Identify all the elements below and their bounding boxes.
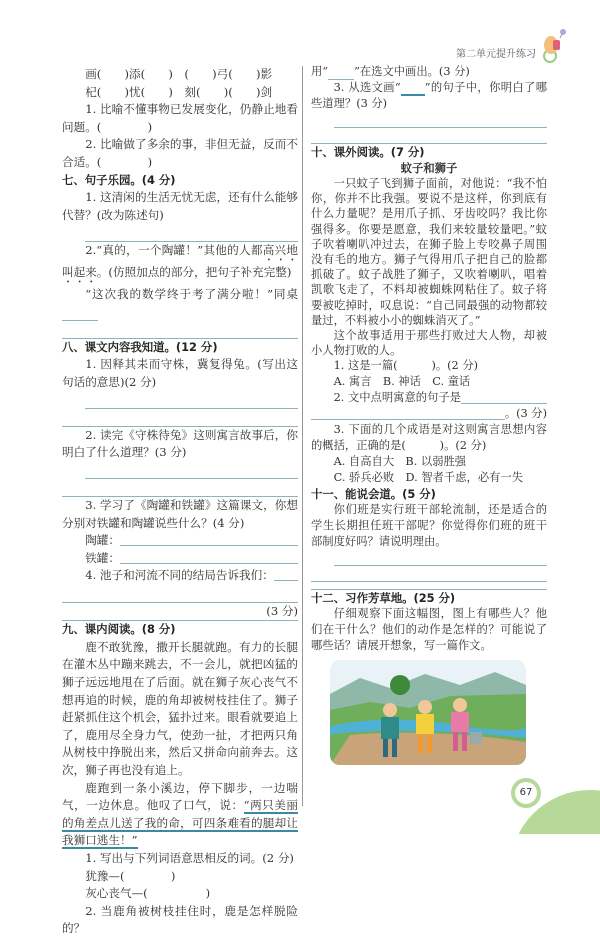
answer-line[interactable] <box>334 112 547 128</box>
passage-9-paragraph-2 <box>62 780 298 850</box>
section-8-heading: 八、课文内容我知道。(12 分) <box>62 339 218 354</box>
question-7-2 <box>62 242 298 286</box>
iron-label: 铁罐： <box>85 550 120 565</box>
answer-line[interactable] <box>85 392 298 410</box>
right-column <box>311 64 547 765</box>
children-planting-illustration <box>330 660 526 765</box>
q7-2-instruction: 。(仿照加点的部分，把句子补充完整) <box>96 264 292 279</box>
question-9-3 <box>311 80 547 112</box>
question-8-3: 3. 学习了《陶罐和铁罐》这篇课文，你想分别对铁罐和陶罐说些什么？(4 分) <box>62 498 298 530</box>
q7-2-prompt-text: “这次我的数学终于考了满分啦！”同桌 <box>85 286 298 301</box>
question-6-1: 1. 比喻不懂事物已发展变化，仍静止地看问题。( ) <box>62 102 298 134</box>
story-paragraph-1: 一只蚊子飞到狮子面前，对他说：“我不怕你，你并不比我强。要说不是这样，你到底有什么力量呢？是用爪子抓、牙齿咬吗？我比你强得多。你要是愿意，我们来较量较量吧。”蚊子吹着喇叭冲过去，在狮子脸上专咬鼻子周围没有毛的地方。狮子气得用爪子把自己的脸都抓破了。蚊子战胜了狮子，又吹着喇叭，唱着凯歌飞走了，不料却被蜘蛛网粘住了。蚊子将要被吃掉时，叹息说：“自己同最强的动物都较量过，不料被小小的蜘蛛消灭了。” <box>311 177 547 327</box>
story-paragraph-2: 这个故事适用于那些打败过大人物，却被小人物打败的人。 <box>311 329 547 358</box>
question-8-1: 1. 因释其耒而守株，冀复得兔。(写出这句话的意思)(2 分) <box>62 357 298 389</box>
section-10-heading: 十、课外阅读。(7 分) <box>311 145 425 159</box>
answer-line[interactable] <box>85 462 298 480</box>
text: ”在选文中画出。(3 分) <box>354 65 470 78</box>
dotted-phrase: 高兴地叫起来 <box>62 242 298 279</box>
question-10-1: 1. 这是一篇( )。(2 分) <box>333 359 479 373</box>
text: 用“ <box>311 65 329 78</box>
answer-line[interactable] <box>85 224 298 242</box>
answer-blank[interactable] <box>461 390 547 404</box>
question-10-1-options: A. 寓言 B. 神话 C. 童话 <box>333 375 471 389</box>
question-10-2 <box>311 390 547 406</box>
underline-sample <box>401 82 425 96</box>
unit-title: 第二单元提升练习 <box>456 49 536 60</box>
q8-4-text: 4. 池子和河流不同的结局告诉我们： <box>85 568 274 583</box>
answer-blank[interactable] <box>274 567 298 581</box>
answer-blank[interactable] <box>62 307 98 321</box>
answer-blank[interactable] <box>311 406 505 420</box>
antonym-1: 犹豫—( ) <box>85 868 176 883</box>
question-10-3: 3. 下面的几个成语是对这则寓言思想内容的概括，正确的是( )。(2 分) <box>311 423 547 453</box>
answer-line[interactable] <box>62 585 298 603</box>
section-12-heading: 十二、习作芳草地。(25 分) <box>311 591 456 606</box>
section-9-heading: 九、课内阅读。(8 分) <box>62 620 298 639</box>
answer-line[interactable] <box>62 479 298 497</box>
question-9-2: 2. 当鹿角被树枝挂住时，鹿是怎样脱险的？ <box>62 903 298 936</box>
passage-text: 鹿跑到一条小溪边，停下脚步，一边喘气，一边休息。他叹了口气，说： <box>62 780 298 813</box>
question-9-2-cont <box>311 64 547 80</box>
antonym-2: 灰心丧气—( ) <box>85 886 211 901</box>
text: 2. 文中点明寓意的句子是 <box>333 391 461 405</box>
question-7-2-prompt <box>62 286 298 321</box>
question-10-2-cont <box>311 406 547 422</box>
left-column <box>62 66 298 938</box>
score: 。(3 分) <box>504 407 547 421</box>
line-sample <box>328 66 354 80</box>
question-11: 你们班是实行班干部轮流制，还是适合的学生长期担任班干部呢？你觉得你们班的班干部制度好吗？请说明理由。 <box>311 503 547 549</box>
story-title: 蚊子和狮子 <box>400 161 458 175</box>
answer-line[interactable] <box>311 566 547 582</box>
pot-answer-blank[interactable] <box>120 532 298 546</box>
idiom-row-1: 画( )添( ) ( )弓( )影 <box>85 67 273 81</box>
column-divider <box>302 66 303 806</box>
answer-line[interactable] <box>311 128 547 144</box>
question-7-1: 1. 这清闲的生活无忧无虑，还有什么能够代替？(改为陈述句) <box>62 190 298 222</box>
iron-answer-row <box>62 550 298 568</box>
underlined-sentence: “两只美丽的角差点儿送了我的命，可四条难看的腿却让我狮口逃生！” <box>62 798 298 848</box>
question-9-1: 1. 写出与下列词语意思相反的词。(2 分) <box>85 850 294 865</box>
question-6-2: 2. 比喻做了多余的事，非但无益，反而不合适。( ) <box>62 137 298 169</box>
mascot-illustration <box>538 28 568 64</box>
iron-answer-blank[interactable] <box>120 550 298 564</box>
answer-line[interactable] <box>334 550 547 566</box>
answer-line[interactable] <box>311 582 547 590</box>
q8-4-score: (3 分) <box>266 603 298 618</box>
page-number: 67 <box>511 778 541 808</box>
question-10-3-options-1: A. 自高自大 B. 以弱胜强 <box>333 455 467 469</box>
text: ”的句子中，你明白了哪些道理？(3 分) <box>311 81 547 110</box>
section-11-heading: 十一、能说会道。(5 分) <box>311 487 436 502</box>
q7-2-text: 2.“真的，一个陶罐！”其他的人都 <box>85 242 263 257</box>
passage-9-paragraph-1: 鹿不敢犹豫，撒开长腿就跑。有力的长腿在灌木丛中蹦来跳去，不一会儿，就把凶猛的狮子远远地甩在了后面。就在狮子灰心丧气不想再追的时候，鹿的角却被树枝挂住了。狮子赶紧抓住这个机会，猛扑过来。眼看就要追上了，鹿用尽全身力气，使劲一扯，才把两只角从树枝中挣脱出来，然后又拼命向前奔去。这次，狮子再也没有追上。 <box>62 639 298 777</box>
idiom-row-2: 杞( )忧( ) 刻( )( )剑 <box>85 84 273 99</box>
question-8-2: 2. 读完《守株待兔》这则寓言故事后，你明白了什么道理？(3 分) <box>62 427 298 460</box>
pot-label: 陶罐： <box>85 533 120 548</box>
pot-answer-row <box>62 532 298 550</box>
text: 3. 从选文画“ <box>333 81 401 94</box>
section-7-heading: 七、句子乐园。(4 分) <box>62 172 176 187</box>
question-10-3-options-2: C. 骄兵必败 D. 智者千虑，必有一失 <box>333 471 524 485</box>
question-8-4 <box>62 567 298 585</box>
answer-line[interactable] <box>62 409 298 427</box>
question-12: 仔细观察下面这幅图，图上有哪些人？他们在干什么？他们的动作是怎样的？可能说了哪些话？请展开想象，写一篇作文。 <box>311 607 547 653</box>
answer-line[interactable] <box>62 321 298 339</box>
